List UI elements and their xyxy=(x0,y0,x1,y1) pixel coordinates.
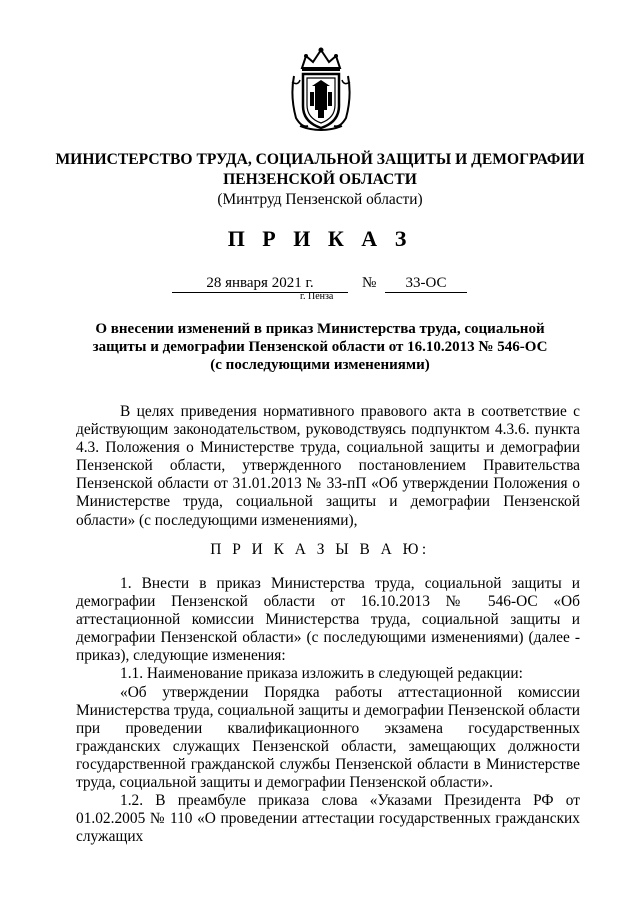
number-sign: № xyxy=(362,275,377,291)
ministry-name-line2: ПЕНЗЕНСКОЙ ОБЛАСТИ xyxy=(223,171,417,188)
document-subject xyxy=(40,320,600,374)
subject-line2: защиты и демографии Пензенской области от 16.10.2013 № 546-ОС xyxy=(92,339,548,355)
document-number: 33-ОС xyxy=(385,274,467,293)
subject-line3: (с последующими изменениями) xyxy=(210,357,430,373)
document-date: 28 января 2021 г. xyxy=(172,274,348,293)
subject-line1: О внесении изменений в приказ Министерства труда, социальной xyxy=(95,321,545,337)
preamble-paragraph: В целях приведения нормативного правового акта в соответствие с действующим законодательством, руководствуясь подпунктом 4.3.6. пункта 4.3. Положения о Министерстве труда, социальной защиты и демографии Пензенской области, утвержденного постановлением Правительства Пензенской области от 31.01.2013 № 33-пП «Об утверждении Положения о Министерстве труда, социальной защиты и демографии Пензенской области» (с последующими изменениями), xyxy=(76,403,580,529)
ministry-short-name: (Минтруд Пензенской области) xyxy=(217,191,423,208)
document-city: г. Пенза xyxy=(300,291,334,302)
order-item: 1.2. В преамбуле приказа слова «Указами Президента РФ от 01.02.2005 № 110 «О проведении аттестации государственных гражданских служащих xyxy=(76,792,580,846)
order-word: П Р И К А З Ы В А Ю: xyxy=(210,541,430,558)
document-type-title: П Р И К А З xyxy=(227,226,413,251)
order-item: 1. Внести в приказ Министерства труда, социальной защиты и демографии Пензенской области от 16.10.2013 № 546-ОС «Об аттестационной комиссии Министерства труда, социальной защиты и демографии Пензенской области» (с последующими изменениями) (далее - приказ), следующие изменения: xyxy=(76,575,580,665)
coat-of-arms-icon xyxy=(288,46,354,132)
order-item: 1.1. Наименование приказа изложить в следующей редакции: xyxy=(120,665,523,683)
order-items xyxy=(76,575,580,846)
order-item: «Об утверждении Порядка работы аттестационной комиссии Министерства труда, социальной защиты и демографии Пензенской области при проведении квалификационного экзамена государственных гражданских служащих Пензенской области, замещающих должности государственной гражданской службы Пензенской области в Министерстве труда, социальной защиты и демографии Пензенской области». xyxy=(76,683,580,792)
ministry-name-line1: МИНИСТЕРСТВО ТРУДА, СОЦИАЛЬНОЙ ЗАЩИТЫ И ДЕМОГРАФИИ xyxy=(55,151,585,168)
